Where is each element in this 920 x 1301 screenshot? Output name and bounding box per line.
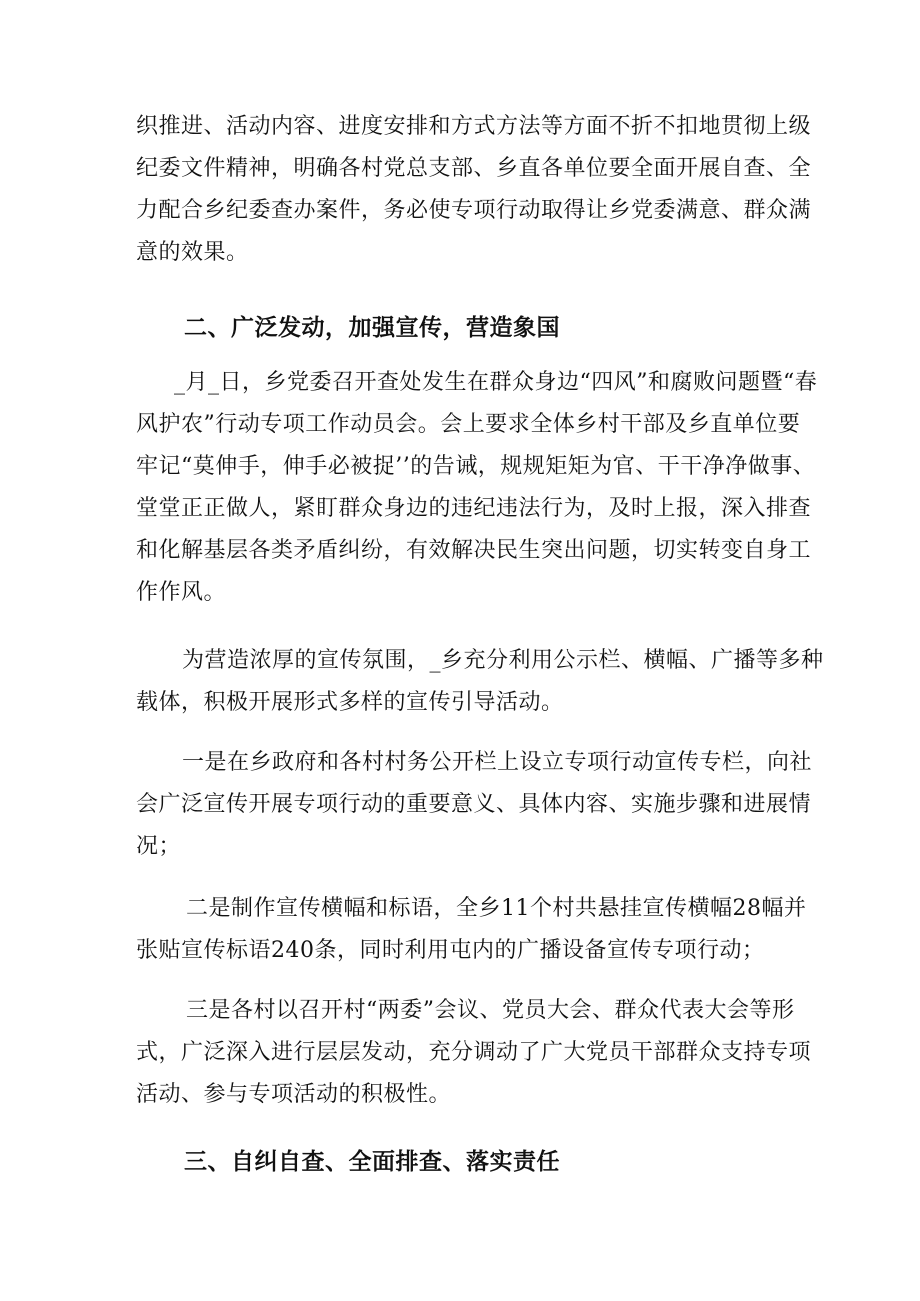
paragraph-line: 和化解基层各类矛盾纠纷，有效解决民生突出问题，切实转变自身工 [136, 538, 812, 563]
paragraph-line: 式，广泛深入进行层层发动，充分调动了广大党员干部群众支持专项 [136, 1040, 812, 1065]
paragraph-continuation [136, 106, 812, 274]
paragraph-line: 堂堂正正做人，紧盯群众身边的违纪违法行为，及时上报，深入排查 [136, 496, 812, 521]
paragraph-line: 一是在乡政府和各村村务公开栏上设立专项行动宣传专栏，向社 [182, 750, 813, 775]
paragraph-line: 二是制作宣传横幅和标语，全乡11个村共悬挂宣传横幅28幅并 [186, 896, 807, 921]
paragraph-line: 载体，积极开展形式多样的宣传引导活动。 [136, 690, 564, 715]
paragraph-line: 力配合乡纪委查办案件，务必使专项行动取得让乡党委满意、群众满 [136, 198, 812, 223]
paragraph-line: _月_日，乡党委召开查处发生在群众身边“四风”和腐败问题暨“春 [174, 370, 818, 395]
paragraph-banners-slogans [136, 888, 807, 972]
paragraph-publicity-column [136, 742, 813, 868]
paragraph-line: 活动、参与专项活动的积极性。 [136, 1082, 452, 1107]
paragraph-line: 风护农”行动专项工作动员会。会上要求全体乡村干部及乡直单位要 [136, 412, 801, 437]
paragraph-line: 三是各村以召开村“两委”会议、党员大会、群众代表大会等形 [186, 998, 795, 1023]
paragraph-line: 况； [136, 834, 182, 859]
paragraph-village-meetings [136, 990, 812, 1116]
paragraph-line: 意的效果。 [136, 240, 249, 265]
paragraph-line: 作作风。 [136, 580, 227, 605]
section-heading-2: 二、广泛发动，加强宣传，营造象国 [184, 315, 560, 341]
paragraph-line: 会广泛宣传开展专项行动的重要意义、具体内容、实施步骤和进展情 [136, 792, 812, 817]
paragraph-line: 为营造浓厚的宣传氛围，_乡充分利用公示栏、横幅、广播等多种 [182, 648, 824, 673]
section-heading-3: 三、自纠自查、全面排查、落实责任 [184, 1149, 560, 1175]
paragraph-line: 织推进、活动内容、进度安排和方式方法等方面不折不扣地贯彻上级 [136, 114, 812, 139]
paragraph-line: 张贴宣传标语240条，同时利用屯内的广播设备宣传专项行动； [136, 938, 765, 963]
paragraph-mobilization-meeting [136, 362, 818, 614]
paragraph-line: 牢记“莫伸手，伸手必被捉’’的告诫，规规矩矩为官、干干净净做事、 [136, 454, 816, 479]
paragraph-line: 纪委文件精神，明确各村党总支部、乡直各单位要全面开展自查、全 [136, 156, 812, 181]
paragraph-publicity-atmosphere [136, 640, 824, 724]
